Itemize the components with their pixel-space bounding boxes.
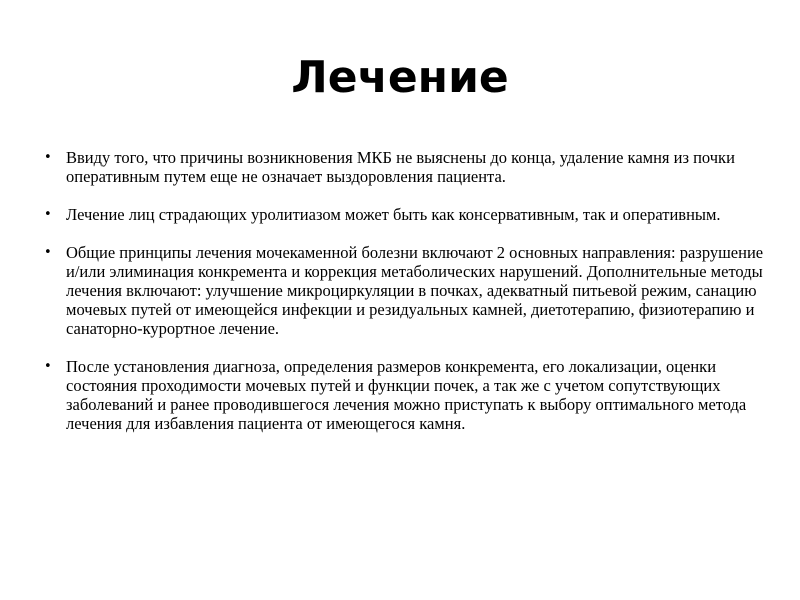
bullet-item: [44, 243, 764, 338]
bullet-item: [44, 148, 764, 186]
bullet-text: Ввиду того, что причины возникновения МКБ не выяснены до конца, удаление камня из почки оперативным путем еще не означает выздоровления пациента.: [66, 148, 735, 186]
bullet-icon: •: [44, 207, 52, 222]
bullet-icon: •: [44, 150, 52, 165]
bullet-item: [44, 357, 764, 433]
bullet-icon: •: [44, 359, 52, 374]
bullet-text: После установления диагноза, определения размеров конкремента, его локализации, оценки состояния проходимости мочевых путей и функции почек, а так же с учетом сопутствующих заболеваний и ранее проводившегося лечения можно приступать к выбору оптимального метода лечения для избавления пациента от имеющегося камня.: [66, 357, 747, 433]
slide-title: Лечение: [291, 52, 509, 103]
bullet-item: [44, 205, 764, 224]
bullet-icon: •: [44, 245, 52, 260]
bullet-list: [44, 148, 764, 452]
bullet-text: Лечение лиц страдающих уролитиазом может быть как консервативным, так и оперативным.: [66, 205, 721, 224]
bullet-text: Общие принципы лечения мочекаменной болезни включают 2 основных направления: разрушение и/или элиминация конкремента и коррекция метаболических нарушений. Дополнительные методы лечения включают: улучшение микроциркуляции в почках, адекватный питьевой режим, санацию мочевых путей от имеющейся инфекции и резидуальных камней, диетотерапию, физиотерапию и санаторно-курортное лечение.: [66, 243, 764, 338]
